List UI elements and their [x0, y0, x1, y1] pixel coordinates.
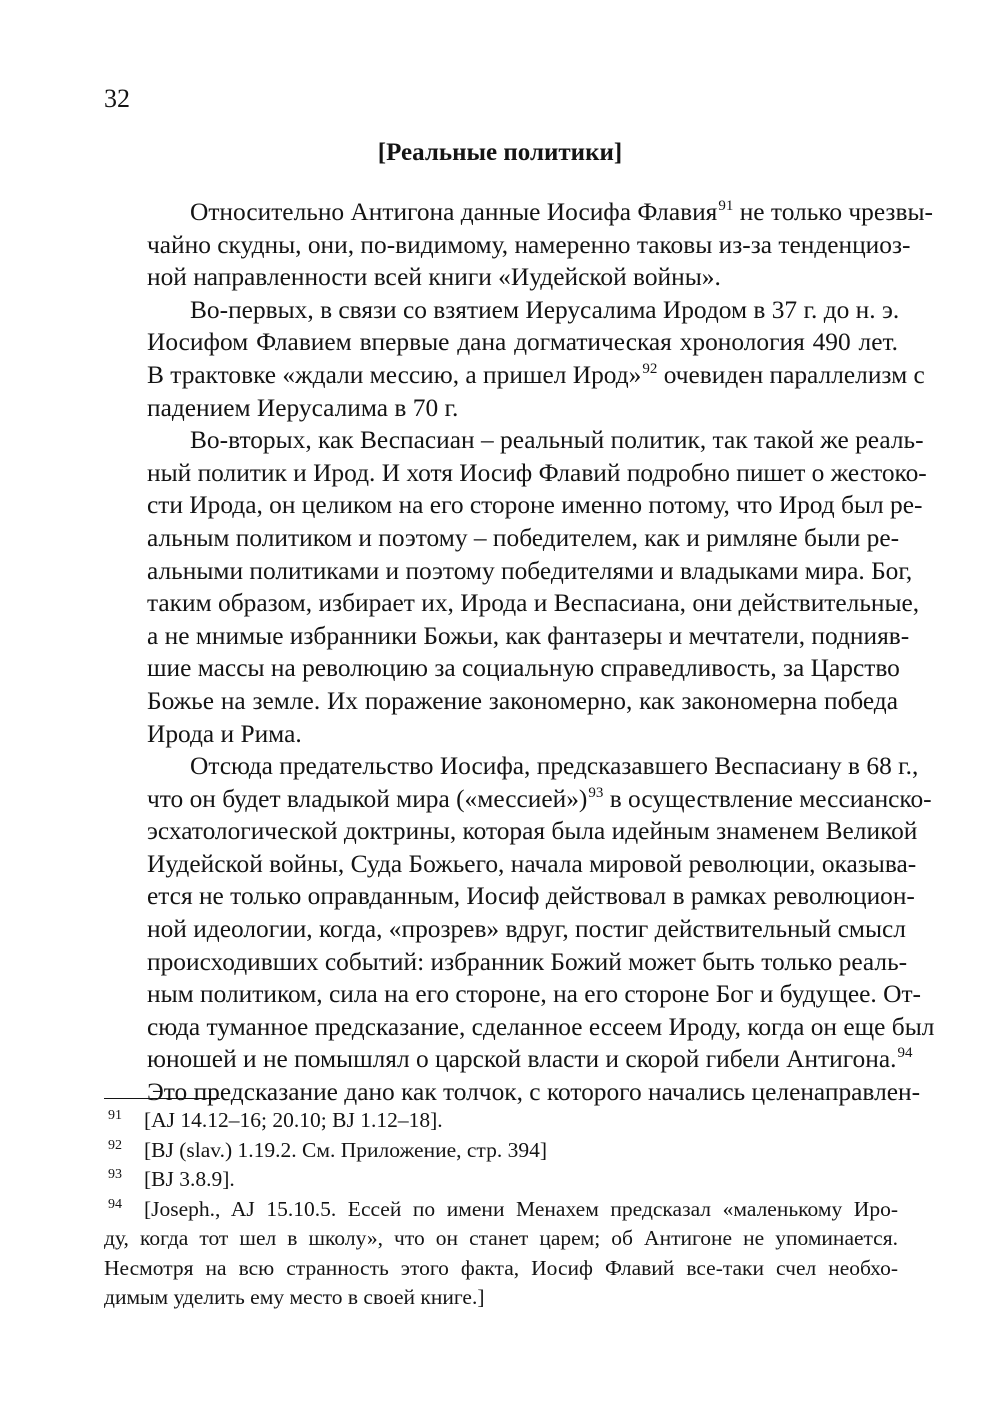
footnote-text: [BJ (slav.) 1.19.2. См. Приложение, стр. 394] [144, 1137, 547, 1162]
footnote-marker: 93 [588, 784, 604, 801]
text-line: Божье на земле. Их поражение закономерно, как закономерна победа [147, 686, 898, 715]
text-line [104, 359, 925, 392]
text-line: ной идеологии, когда, «прозрев» вдруг, постиг действительный смысл [147, 915, 906, 944]
footnote [104, 1136, 898, 1166]
paragraph [104, 294, 925, 424]
footnote-text: [Joseph., AJ 15.10.5. Ессей по имени Менахем предсказал «маленькому Иро- [144, 1196, 898, 1221]
text-line: происходивших событий: избранник Божий может быть только реаль- [147, 947, 908, 976]
text-segment: не только чрезвы- [733, 198, 933, 226]
text-line: Во-вторых, как Веспасиан – реальный политик, так такой же реаль- [190, 426, 924, 455]
text-line: Ирода и Рима. [147, 719, 302, 748]
footnote-line: 92 [BJ (slav.) 1.19.2. См. Приложение, стр. 394] [108, 1137, 547, 1162]
text-line: сти Ирода, он целиком на его стороне именно потому, что Ирод был ре- [147, 491, 923, 520]
text-segment: Относительно Антигона данные Иосифа Флавия [190, 198, 718, 226]
footnote-text: [AJ 14.12–16; 20.10; BJ 1.12–18]. [144, 1108, 443, 1132]
text-line: Это предсказание дано как толчок, с которого начались целенаправлен- [147, 1078, 921, 1107]
section-heading: [Реальные политики] [377, 139, 623, 166]
paragraph [104, 196, 933, 294]
text-line: эсхатологической доктрины, которая была идейным знаменем Великой [147, 817, 918, 846]
footnote-line: 91 [AJ 14.12–16; 20.10; BJ 1.12–18]. [108, 1108, 443, 1132]
footnotes [104, 1106, 898, 1313]
text-segment: В трактовке «ждали мессию, а пришел Ирод» [147, 360, 642, 389]
text-line: альными политиками и поэтому победителями и владыками мира. Бог, [147, 556, 913, 585]
text-line: чайно скудны, они, по-видимому, намеренно таковы из-за тенденциоз- [147, 230, 911, 259]
text-segment: очевиден параллелизм с [657, 360, 925, 389]
footnote-marker: 92 [642, 360, 658, 377]
footnote-line: Несмотря на всю странность этого факта, Иосиф Флавий все-таки счел необхо- [104, 1255, 898, 1280]
footnote [104, 1195, 898, 1313]
text-line: Отсюда предательство Иосифа, предсказавшего Веспасиану в 68 г., [190, 752, 919, 781]
text-line: Во-первых, в связи со взятием Иерусалима Иродом в 37 г. до н. э. [190, 295, 900, 324]
footnote-text: [BJ 3.8.9]. [144, 1167, 235, 1191]
footnote-line: ду, когда тот шел в школу», что он станет царем; об Антигоне не упоминается. [104, 1226, 898, 1250]
text-segment: в осуществление мессианско- [603, 784, 932, 813]
page-number: 32 [104, 84, 130, 113]
text-line: а не мнимые избранники Божьи, как фантазеры и мечтатели, поднияв- [147, 621, 910, 650]
text-line [104, 1043, 913, 1076]
footnote [104, 1106, 898, 1136]
text-line: таким образом, избирает их, Ирода и Веспасиана, они действительные, [147, 589, 920, 618]
footnote-marker: 91 [718, 198, 734, 214]
footnote-separator [104, 1098, 220, 1099]
footnote-marker: 94 [897, 1045, 913, 1062]
footnote-line: димым уделить ему место в своей книге.] [104, 1285, 485, 1309]
text-line: ется не только оправданным, Иосиф действовал в рамках революцион- [147, 882, 915, 911]
footnote-line: 93 [BJ 3.8.9]. [108, 1167, 235, 1191]
text-line: ным политиком, сила на его стороне, на его стороне Бог и будущее. От- [147, 980, 922, 1009]
text-segment: юношей и не помышлял о царской власти и скорой гибели Антигона. [147, 1045, 897, 1074]
text-line [104, 783, 932, 816]
text-line: ной направленности всей книги «Иудейской войны». [147, 263, 721, 292]
paragraph [104, 424, 927, 750]
text-line: ный политик и Ирод. И хотя Иосиф Флавий подробно пишет о жестоко- [147, 458, 927, 487]
text-line: сюда туманное предсказание, сделанное ессеем Ироду, когда он еще был [147, 1012, 935, 1041]
text-line: Иосифом Флавием впервые дана догматическая хронология 490 лет. [147, 328, 898, 357]
text-line: альным политиком и поэтому – победителем, как и римляне были ре- [147, 523, 900, 552]
text-line: падением Иерусалима в 70 г. [147, 393, 459, 422]
footnote-line: 94 [Joseph., AJ 15.10.5. Ессей по имени Менахем предсказал «маленькому Иро- [108, 1196, 898, 1221]
text-segment: что он будет владыкой мира («мессией») [147, 784, 588, 813]
paragraph [104, 750, 935, 1109]
text-line: шие массы на революцию за социальную справедливость, за Царство [147, 654, 900, 683]
footnote [104, 1165, 898, 1195]
text-line [104, 196, 933, 229]
main-text [104, 196, 935, 1109]
text-line: Иудейской войны, Суда Божьего, начала мировой революции, оказыва- [147, 849, 917, 878]
